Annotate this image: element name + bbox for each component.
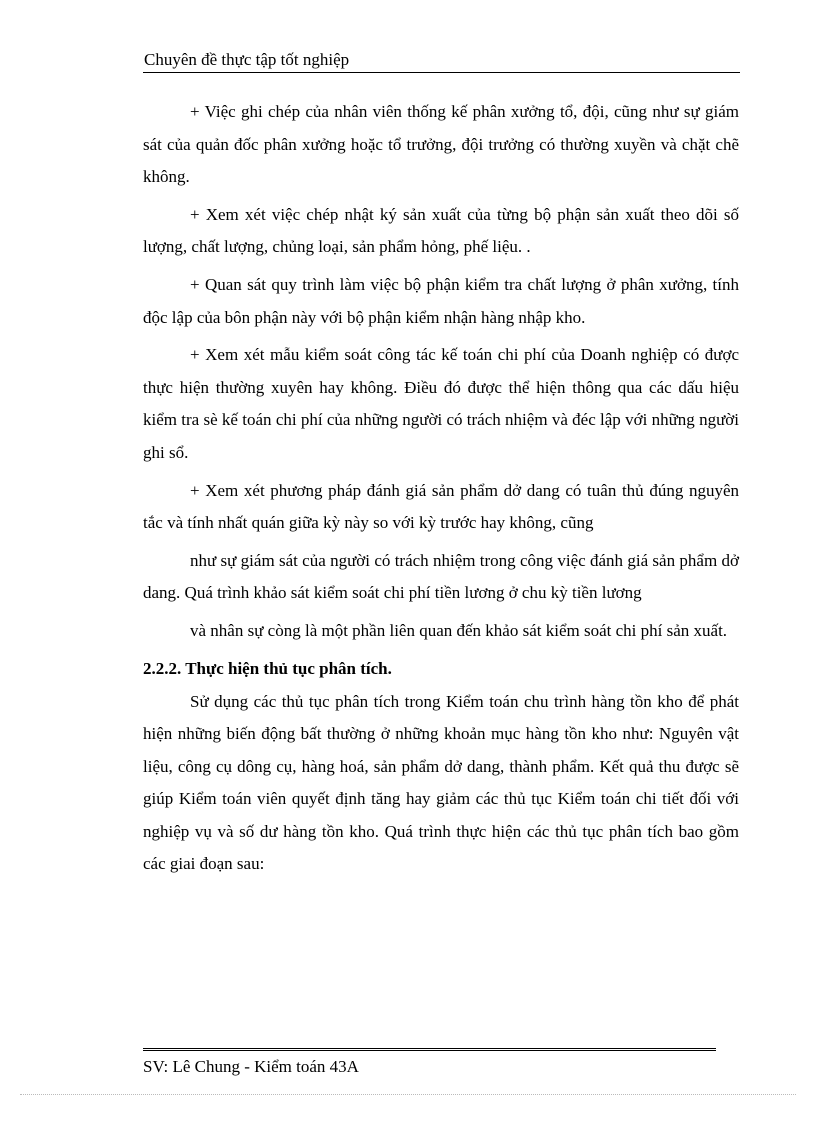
document-body: [143, 96, 739, 881]
paragraph-1: + Việc ghi chép của nhân viên thống kế phân xưởng tổ, đội, cũng như sự giám sát của quản đốc phân xưởng hoặc tổ trưởng, đội trưởng có thường xuyền và chặt chẽ không.: [143, 102, 739, 187]
paragraph-4: + Xem xét mẫu kiểm soát công tác kế toán chi phí của Doanh nghiệp có được thực hiện thường xuyên hay không. Điều đó được thể hiện thông qua các dấu hiệu kiểm tra sè kế toán chi phí của những người có trách nhiệm và đéc lập với những người ghi sổ.: [143, 345, 739, 462]
footer-text: SV: Lê Chung - Kiểm toán 43A: [143, 1057, 359, 1076]
page-footer: [143, 1048, 716, 1077]
page-bottom-dotted-rule: [20, 1094, 796, 1095]
header-title: Chuyên đề thực tập tốt nghiệp: [144, 50, 350, 69]
paragraph-5: + Xem xét phương pháp đánh giá sản phẩm dở dang có tuân thủ đúng nguyên tắc và tính nhất quán giữa kỳ này so với kỳ trước hay không, cũng: [143, 480, 739, 533]
paragraph-3: + Quan sát quy trình làm việc bộ phận kiểm tra chất lượng ở phân xưởng, tính độc lập của bôn phận này với bộ phận kiểm nhận hàng nhập kho.: [143, 274, 739, 327]
page-header: [143, 48, 740, 73]
paragraph-6: như sự giám sát của người có trách nhiệm trong công việc đánh giá sản phẩm dở dang. Quá trình khảo sát kiểm soát chi phí tiền lương ở chu kỳ tiền lương: [143, 550, 739, 603]
paragraph-2: + Xem xét việc chép nhật ký sản xuất của từng bộ phận sản xuất theo dõi số lượng, chất lượng, chủng loại, sản phẩm hỏng, phế liệu. .: [143, 204, 739, 257]
footer-rule: [143, 1048, 716, 1051]
section-paragraph: Sử dụng các thủ tục phân tích trong Kiểm toán chu trình hàng tồn kho để phát hiện những biến động bất thường ở những khoản mục hàng tồn kho như: Nguyên vật liệu, công cụ dông cụ, hàng hoá, sản phẩm dở dang, thành phẩm. Kết quả thu được sẽ giúp Kiểm toán viên quyết định tăng hay giảm các thủ tục Kiểm toán chi tiết đối với nghiệp vụ và số dư hàng tồn kho. Quá trình thực hiện các thủ tục phân tích bao gồm các giai đoạn sau:: [143, 691, 739, 874]
paragraph-7: và nhân sự còng là một phần liên quan đến khảo sát kiểm soát chi phí sản xuất.: [190, 620, 728, 640]
section-heading: 2.2.2. Thực hiện thủ tục phân tích.: [143, 658, 392, 678]
